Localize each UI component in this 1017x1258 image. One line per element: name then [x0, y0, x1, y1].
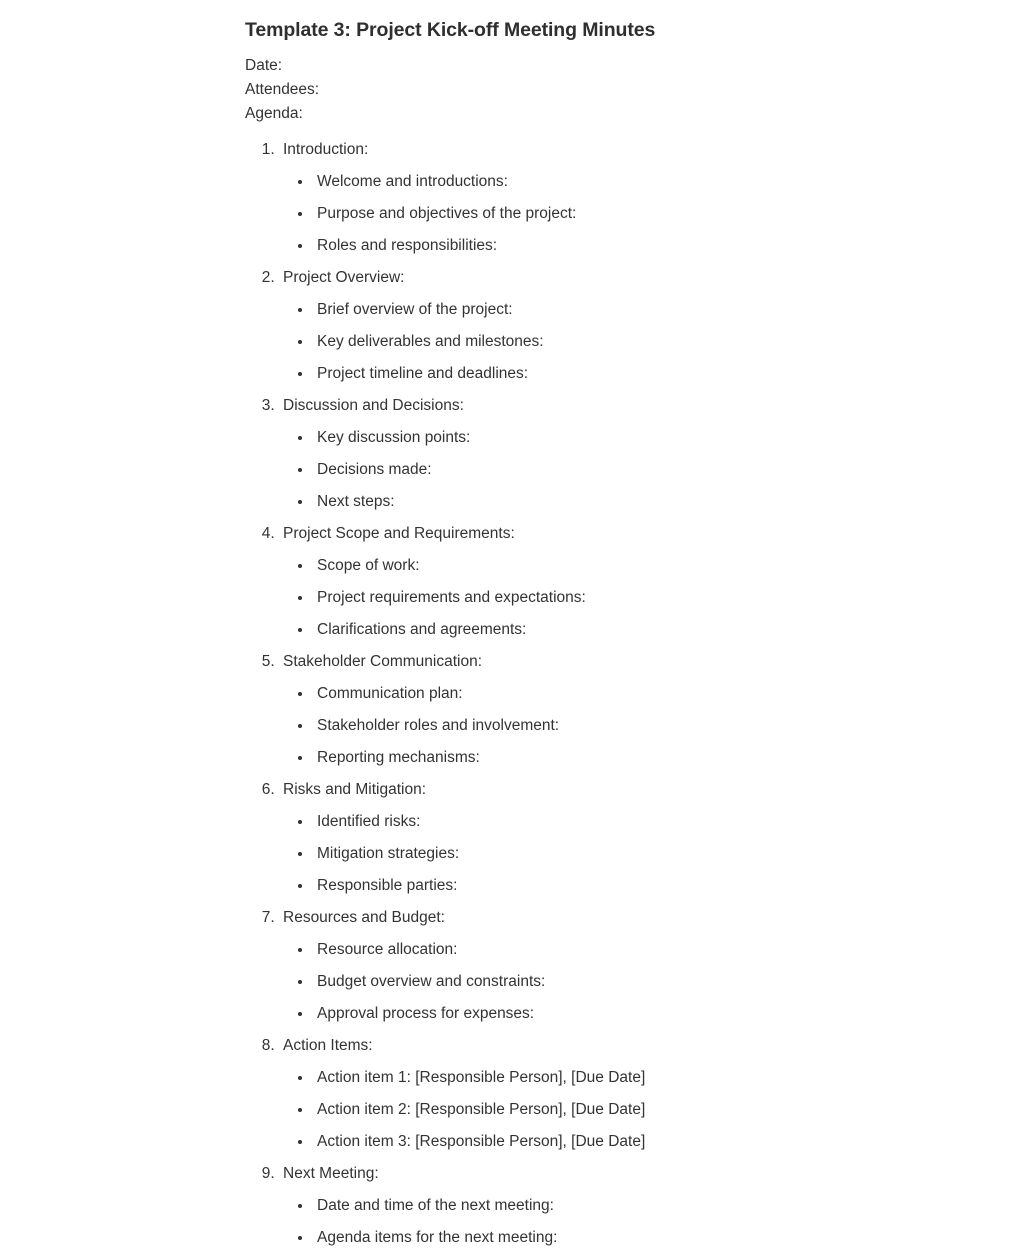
- agenda-subitem: [313, 742, 945, 774]
- agenda-subitem-list: [283, 1190, 945, 1254]
- agenda-subitem: [313, 294, 945, 326]
- agenda-list: [245, 134, 945, 1254]
- agenda-section-heading: Risks and Mitigation:: [283, 781, 427, 798]
- meta-field-date: Date:: [245, 57, 283, 74]
- agenda-subitem-label: Roles and responsibilities:: [317, 237, 498, 254]
- agenda-section-heading: Action Items:: [283, 1037, 373, 1054]
- agenda-subitem: [313, 454, 945, 486]
- agenda-subitem-label: Scope of work:: [317, 557, 420, 574]
- agenda-subitem: [313, 1094, 945, 1126]
- agenda-section-heading: Resources and Budget:: [283, 909, 445, 926]
- agenda-section-heading: Discussion and Decisions:: [283, 397, 464, 414]
- agenda-subitem: [313, 870, 945, 902]
- agenda-subitem-label: Communication plan:: [317, 685, 463, 702]
- action-item-label: Action item 3: [Responsible Person], [Due Date]: [317, 1133, 646, 1150]
- agenda-subitem: [313, 358, 945, 390]
- agenda-subitem-label: Key discussion points:: [317, 429, 471, 446]
- agenda-subitem-list: [283, 550, 945, 646]
- agenda-subitem: [313, 166, 945, 198]
- agenda-subitem-list: [283, 1062, 945, 1158]
- agenda-section-heading: Next Meeting:: [283, 1165, 379, 1182]
- agenda-subitem: [313, 1222, 945, 1254]
- agenda-subitem-label: Responsible parties:: [317, 877, 458, 894]
- agenda-subitem: [313, 1190, 945, 1222]
- agenda-section-heading: Stakeholder Communication:: [283, 653, 483, 670]
- agenda-subitem: [313, 838, 945, 870]
- agenda-subitem-label: Purpose and objectives of the project:: [317, 205, 577, 222]
- agenda-subitem-list: [283, 678, 945, 774]
- meeting-minutes-template: [245, 0, 945, 1254]
- agenda-subitem-label: Decisions made:: [317, 461, 432, 478]
- action-item-label: Action item 1: [Responsible Person], [Due Date]: [317, 1069, 646, 1086]
- meta-field-agenda: Agenda:: [245, 105, 303, 122]
- agenda-subitem: [313, 198, 945, 230]
- agenda-subitem-list: [283, 934, 945, 1030]
- agenda-subitem-label: Reporting mechanisms:: [317, 749, 480, 766]
- agenda-subitem-label: Approval process for expenses:: [317, 1005, 535, 1022]
- agenda-subitem-label: Welcome and introductions:: [317, 173, 508, 190]
- agenda-subitem-label: Date and time of the next meeting:: [317, 1197, 554, 1214]
- agenda-section: [279, 134, 945, 262]
- agenda-subitem-list: [283, 294, 945, 390]
- agenda-subitem: [313, 806, 945, 838]
- agenda-subitem: [313, 1062, 945, 1094]
- meta-fields: [245, 54, 945, 126]
- agenda-subitem-label: Stakeholder roles and involvement:: [317, 717, 560, 734]
- agenda-subitem-label: Project requirements and expectations:: [317, 589, 586, 606]
- agenda-section: [279, 1030, 945, 1158]
- meta-field-attendees: Attendees:: [245, 81, 320, 98]
- agenda-subitem: [313, 550, 945, 582]
- agenda-section-heading: Introduction:: [283, 141, 369, 158]
- agenda-subitem: [313, 1126, 945, 1158]
- agenda-subitem: [313, 710, 945, 742]
- agenda-section: [279, 902, 945, 1030]
- agenda-subitem-label: Key deliverables and milestones:: [317, 333, 544, 350]
- action-item-label: Action item 2: [Responsible Person], [Due Date]: [317, 1101, 646, 1118]
- agenda-section: [279, 774, 945, 902]
- agenda-subitem: [313, 934, 945, 966]
- agenda-subitem-label: Resource allocation:: [317, 941, 458, 958]
- agenda-subitem-label: Next steps:: [317, 493, 395, 510]
- agenda-section: [279, 1158, 945, 1254]
- agenda-subitem-label: Mitigation strategies:: [317, 845, 460, 862]
- agenda-subitem-list: [283, 422, 945, 518]
- agenda-section: [279, 262, 945, 390]
- agenda-section-heading: Project Scope and Requirements:: [283, 525, 515, 542]
- agenda-subitem-label: Agenda items for the next meeting:: [317, 1229, 558, 1246]
- agenda-subitem-list: [283, 806, 945, 902]
- agenda-subitem: [313, 614, 945, 646]
- agenda-subitem: [313, 230, 945, 262]
- agenda-section: [279, 518, 945, 646]
- agenda-subitem-list: [283, 166, 945, 262]
- agenda-section-heading: Project Overview:: [283, 269, 405, 286]
- agenda-subitem: [313, 422, 945, 454]
- agenda-subitem-label: Clarifications and agreements:: [317, 621, 527, 638]
- agenda-subitem-label: Budget overview and constraints:: [317, 973, 546, 990]
- agenda-subitem: [313, 966, 945, 998]
- agenda-subitem: [313, 582, 945, 614]
- agenda-subitem: [313, 998, 945, 1030]
- agenda-subitem: [313, 486, 945, 518]
- agenda-subitem-label: Identified risks:: [317, 813, 421, 830]
- agenda-section: [279, 646, 945, 774]
- agenda-subitem: [313, 326, 945, 358]
- agenda-section: [279, 390, 945, 518]
- agenda-subitem: [313, 678, 945, 710]
- agenda-subitem-label: Brief overview of the project:: [317, 301, 513, 318]
- page-title: Template 3: Project Kick-off Meeting Minutes: [245, 19, 656, 41]
- agenda-subitem-label: Project timeline and deadlines:: [317, 365, 529, 382]
